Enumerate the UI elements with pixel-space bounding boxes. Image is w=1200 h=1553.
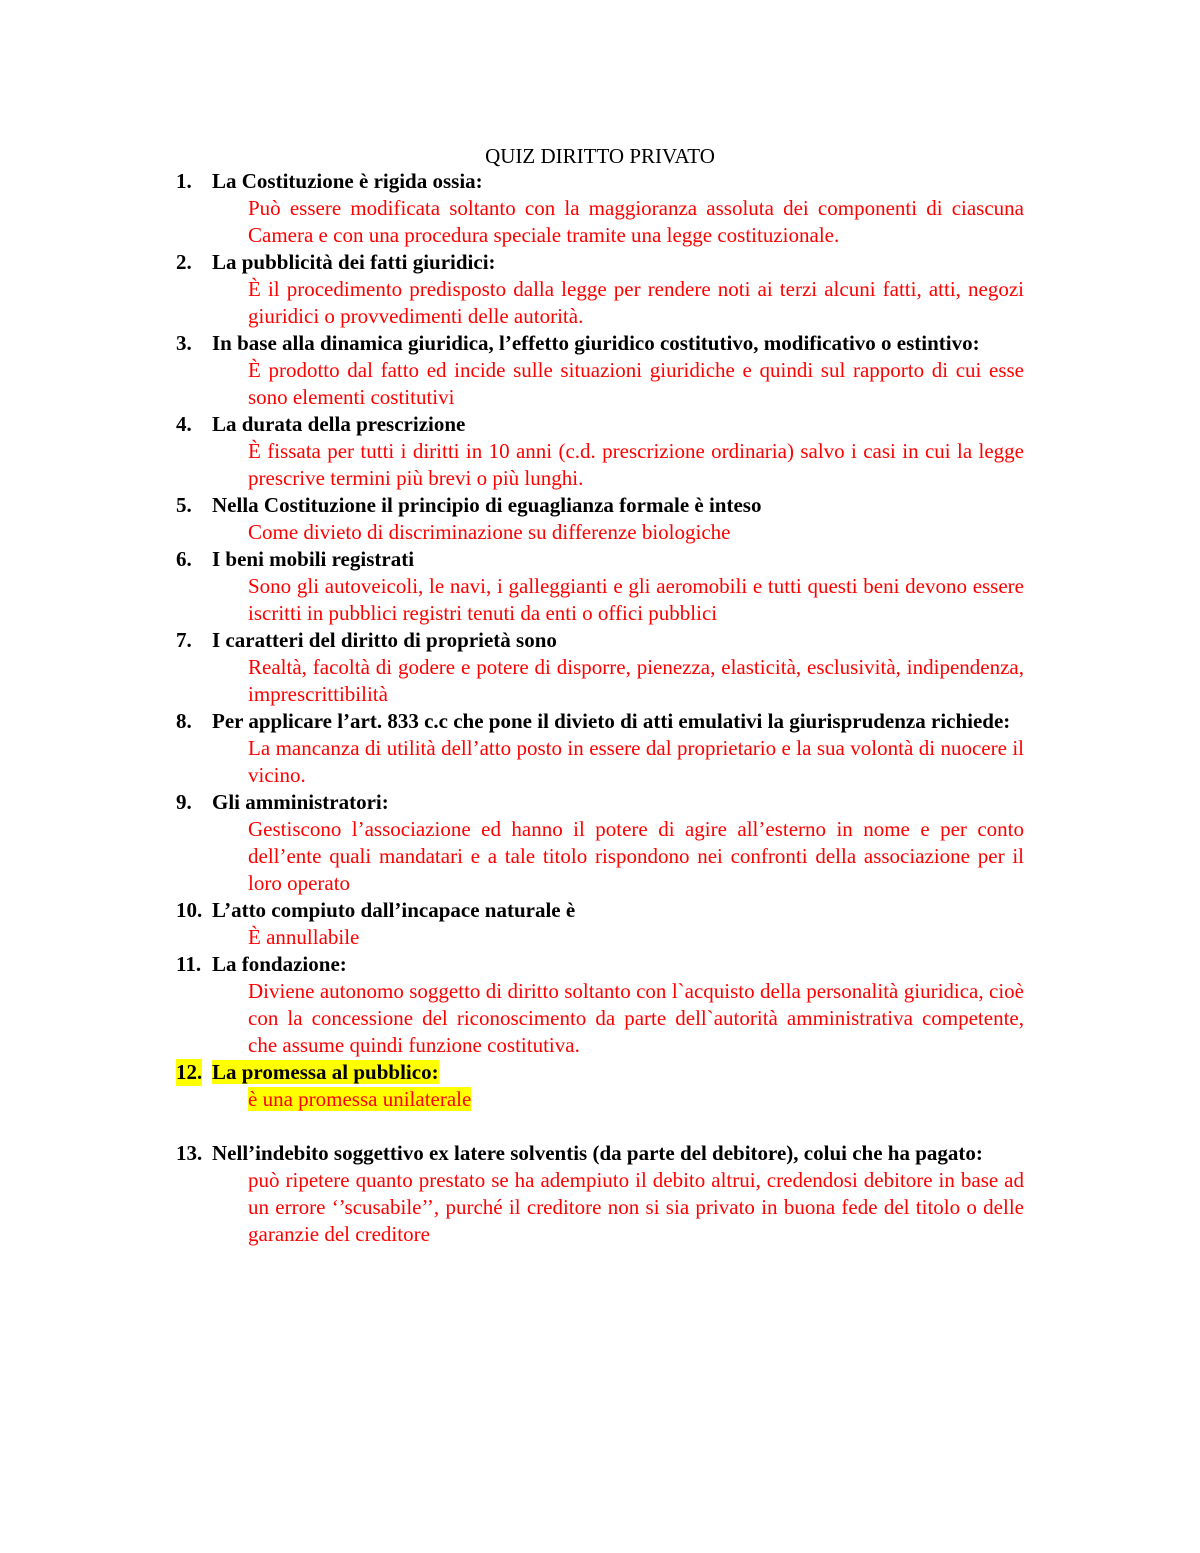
quiz-item-2 [176,249,1024,330]
answer-text: è una promessa unilaterale [248,1087,472,1111]
question-number: 3. [176,331,192,355]
answer-text: Può essere modificata soltanto con la maggioranza assoluta dei componenti di ciascuna Camera e con una procedura speciale tramite una legge costituzionale. [248,196,1024,247]
question-number: 9. [176,790,192,814]
question-text: Per applicare l’art. 833 c.c che pone il divieto di atti emulativi la giurisprudenza richiede: [212,709,1011,733]
answer-text: La mancanza di utilità dell’atto posto in essere dal proprietario e la sua volontà di nuocere il vicino. [248,736,1024,787]
question-number: 5. [176,493,192,517]
answer-text: può ripetere quanto prestato se ha adempiuto il debito altrui, credendosi debitore in base ad un errore ‘’scusabile’’, purché il creditore non si sia privato in buona fede del titolo o delle garanzie del creditore [248,1168,1024,1246]
answer-text: Sono gli autoveicoli, le navi, i galleggianti e gli aeromobili e tutti questi beni devono essere iscritti in pubblici registri tenuti da enti o offici pubblici [248,574,1024,625]
quiz-item-4 [176,411,1024,492]
answer-text: È fissata per tutti i diritti in 10 anni (c.d. prescrizione ordinaria) salvo i casi in cui la legge prescrive termini più brevi o più lunghi. [248,439,1024,490]
question-text: La fondazione: [212,952,347,976]
answer-text-wrapper [176,1086,1024,1113]
quiz-item-10 [176,897,1024,951]
question [176,330,1024,357]
question-number: 4. [176,412,192,436]
quiz-item-3 [176,330,1024,411]
question-text: La pubblicità dei fatti giuridici: [212,250,496,274]
quiz-item-12 [176,1059,1024,1113]
quiz-item-7 [176,627,1024,708]
question-number: 13. [176,1141,203,1165]
question [176,1140,1024,1167]
quiz-item-6 [176,546,1024,627]
question [176,951,1024,978]
question-text: In base alla dinamica giuridica, l’effetto giuridico costitutivo, modificativo o estintivo: [212,331,980,355]
question [176,789,1024,816]
question [176,168,1024,195]
answer-text: È annullabile [248,925,360,949]
question-text: La promessa al pubblico: [212,1060,439,1084]
answer-text: È il procedimento predisposto dalla legge per rendere noti ai terzi alcuni fatti, atti, negozi giuridici o provvedimenti delle autorità. [248,277,1024,328]
question-text: I beni mobili registrati [212,547,415,571]
question-number: 12. [176,1060,203,1084]
question [176,249,1024,276]
quiz-item-9 [176,789,1024,897]
question [176,411,1024,438]
question [176,546,1024,573]
question-text: L’atto compiuto dall’incapace naturale è [212,898,576,922]
quiz-item-5 [176,492,1024,546]
question-number: 10. [176,898,203,922]
question-number: 11. [176,952,202,976]
quiz-item-8 [176,708,1024,789]
document-title: QUIZ DIRITTO PRIVATO [485,144,715,168]
answer-text: Gestiscono l’associazione ed hanno il potere di agire all’esterno in nome e per conto dell’ente quali mandatari e a tale titolo rispondono nei confronti della associazione per il loro operato [248,817,1024,895]
question-text: I caratteri del diritto di proprietà sono [212,628,557,652]
answer-text: Realtà, facoltà di godere e potere di disporre, pienezza, elasticità, esclusività, indipendenza, imprescrittibilità [248,655,1024,706]
quiz-list [176,168,1024,1248]
quiz-item-1 [176,168,1024,249]
question-text: Gli amministratori: [212,790,389,814]
quiz-item-13 [176,1140,1024,1248]
question [176,708,1024,735]
question [176,627,1024,654]
question-number: 2. [176,250,192,274]
question-number: 8. [176,709,192,733]
question-number: 7. [176,628,192,652]
question-text: Nella Costituzione il principio di eguaglianza formale è inteso [212,493,762,517]
question-text: La Costituzione è rigida ossia: [212,169,483,193]
quiz-item-11 [176,951,1024,1059]
answer-text: Come divieto di discriminazione su differenze biologiche [248,520,731,544]
question-text: La durata della prescrizione [212,412,466,436]
question [176,1059,1024,1086]
question-number: 1. [176,169,192,193]
question-number: 6. [176,547,192,571]
answer-text: È prodotto dal fatto ed incide sulle situazioni giuridiche e quindi sul rapporto di cui esse sono elementi costitutivi [248,358,1024,409]
question-text-wrapper [212,1059,1024,1086]
question [176,897,1024,924]
question [176,492,1024,519]
question-text: Nell’indebito soggettivo ex latere solventis (da parte del debitore), colui che ha pagato: [212,1141,983,1165]
answer-text: Diviene autonomo soggetto di diritto soltanto con l`acquisto della personalità giuridica, cioè con la concessione del riconoscimento da parte dell`autorità amministrativa competente, che assume quindi funzione costitutiva. [248,979,1024,1057]
